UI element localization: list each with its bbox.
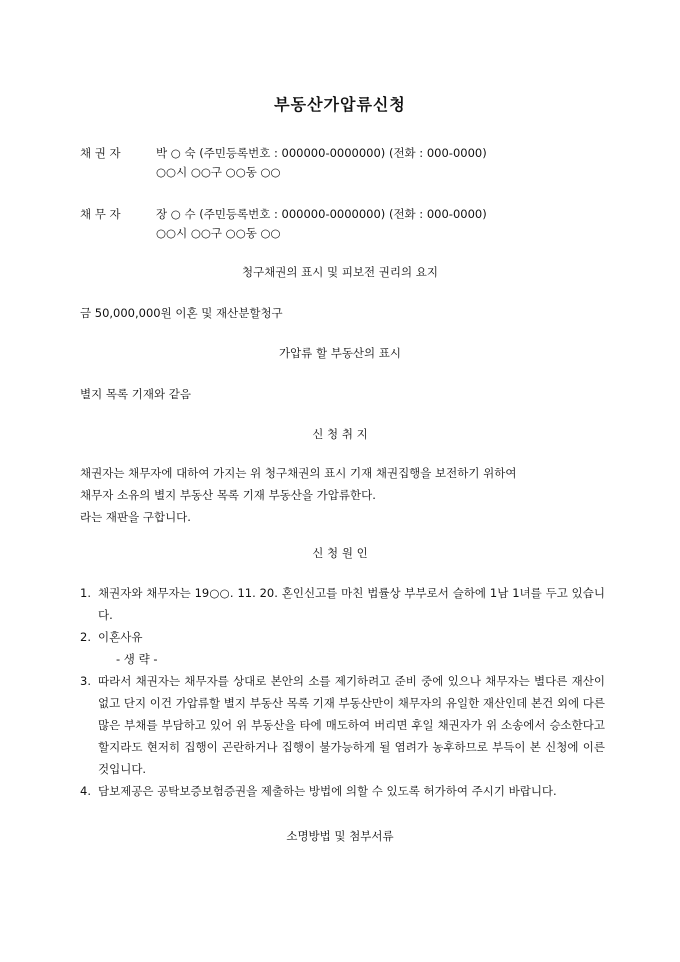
cause-item-4 [80,780,605,802]
item-text: 이혼사유 [98,630,143,644]
claim-text: 금 50,000,000원 이혼 및 재산분할청구 [80,306,283,320]
item-number: 2. [80,630,91,644]
cause-item-3 [80,670,605,780]
debtor-address: ○○시 ○○구 ○○동 ○○ [156,226,281,240]
evidence-heading: 소명방법 및 첨부서류 [286,829,394,843]
item-number: 1. [80,586,91,600]
item-text: 채권자와 채무자는 19○○. 11. 20. 혼인신고를 마친 법률상 부부로서 슬하에 1남 1녀를 두고 있습니다. [98,586,605,622]
cause-item-2 [80,626,605,670]
property-heading: 가압류 할 부동산의 표시 [278,346,402,360]
purpose-text [80,462,605,528]
cause-item-1 [80,582,605,626]
item-text: 따라서 채권자는 채무자를 상대로 본안의 소를 제기하려고 준비 중에 있으나 채무자는 별다른 재산이 없고 단지 이건 가압류할 별지 부동산 목록 기재 부동산만이 채무자의 유일한 재산인데 본건 외에 다른 많은 부채를 부담하고 있어 위 부동산을 타에 매도하여 버리면 후일 채권자가 위 소송에서 승소한다고 할지라도 현저히 집행이 곤란하거나 집행이 불가능하게 될 염려가 농후하므로 부득이 본 신청에 이른 것입니다. [98,674,605,776]
purpose-line: 채무자 소유의 별지 부동산 목록 기재 부동산을 가압류한다. [80,488,376,502]
creditor-name-info: 박 ○ 숙 (주민등록번호 : 000000-0000000) (전화 : 000-0000) [156,146,487,160]
purpose-line: 채권자는 채무자에 대하여 가지는 위 청구채권의 표시 기재 채권집행을 보전하기 위하여 [80,466,517,480]
cause-heading: 신 청 원 인 [312,546,368,560]
item-number: 4. [80,784,91,798]
purpose-line: 라는 재판을 구합니다. [80,510,191,524]
item-text: 담보제공은 공탁보증보험증권을 제출하는 방법에 의할 수 있도록 허가하여 주시기 바랍니다. [98,784,557,798]
creditor-role: 채 권 자 [80,146,121,160]
item-sub-text: - 생 략 - [116,652,158,666]
property-text: 별지 목록 기재와 같음 [80,387,191,401]
debtor-name-info: 장 ○ 수 (주민등록번호 : 000000-0000000) (전화 : 000-0000) [156,207,487,221]
debtor-role: 채 무 자 [80,207,121,221]
cause-list [80,582,605,802]
creditor-address: ○○시 ○○구 ○○동 ○○ [156,165,281,179]
document-title: 부동산가압류신청 [274,95,406,114]
purpose-heading: 신 청 취 지 [312,427,368,441]
item-number: 3. [80,674,91,688]
claim-heading: 청구채권의 표시 및 피보전 권리의 요지 [241,265,439,279]
